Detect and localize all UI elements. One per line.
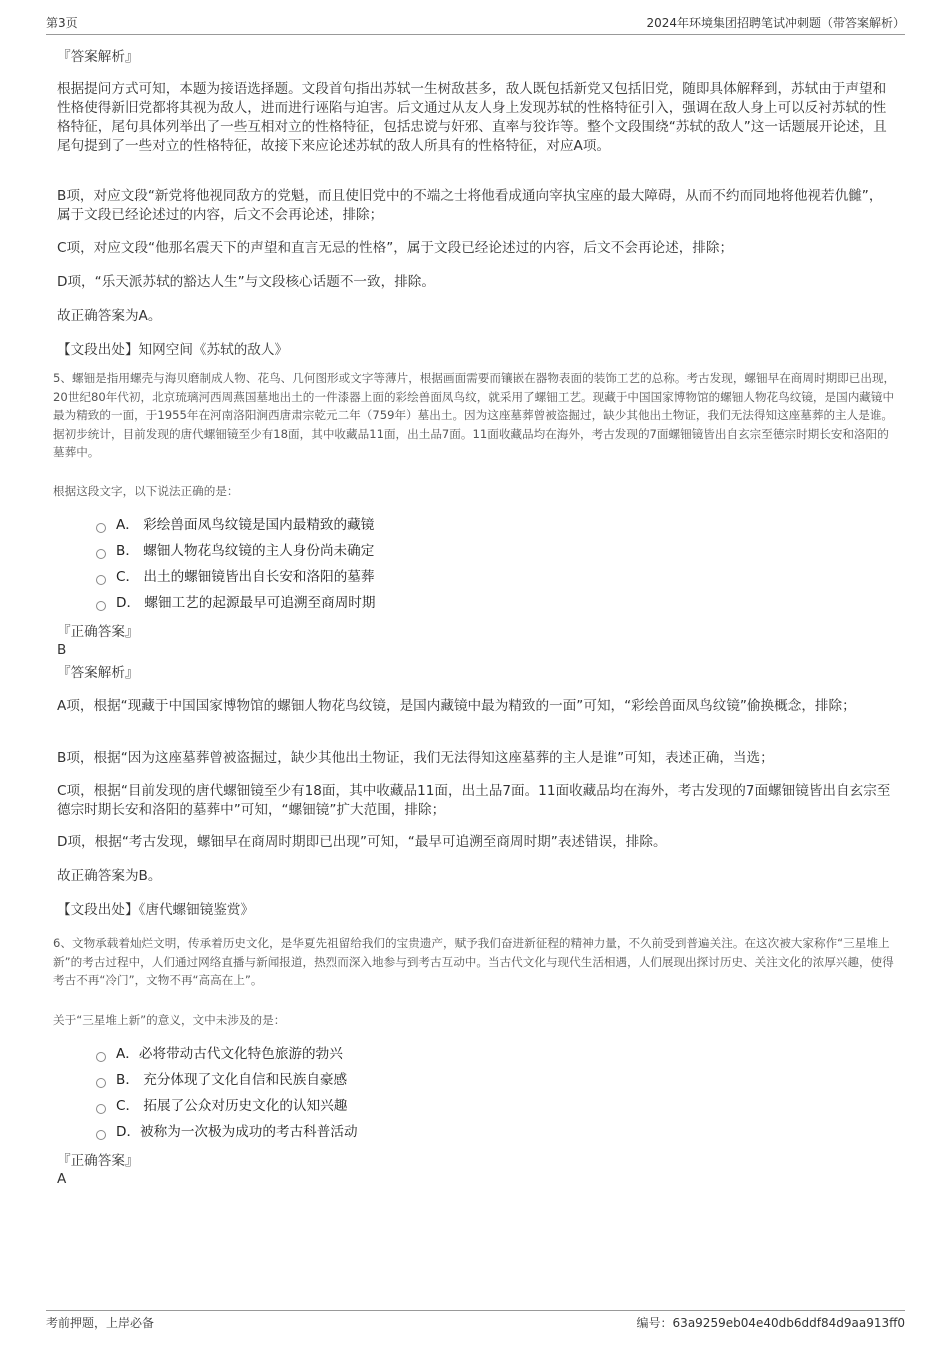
radio-icon[interactable] bbox=[96, 1130, 106, 1140]
page-number: 第3页 bbox=[46, 16, 78, 30]
analysis-paragraph: D项，“乐天派苏轼的豁达人生”与文段核心话题不一致，排除。 bbox=[57, 274, 435, 290]
radio-icon[interactable] bbox=[96, 523, 106, 533]
option-d[interactable] bbox=[96, 594, 375, 613]
option-d[interactable] bbox=[96, 1123, 358, 1142]
option-label: B． 充分体现了文化自信和民族自豪感 bbox=[116, 1072, 348, 1088]
analysis-label: 『答案解析』 bbox=[57, 49, 139, 65]
option-c[interactable] bbox=[96, 1097, 347, 1116]
option-label: C． 拓展了公众对历史文化的认知兴趣 bbox=[116, 1098, 348, 1114]
document-title: 2024年环境集团招聘笔试冲刺题（带答案解析） bbox=[646, 16, 905, 30]
correct-answer: B bbox=[57, 642, 67, 658]
option-c[interactable] bbox=[96, 568, 375, 587]
option-label: A．必将带动古代文化特色旅游的勃兴 bbox=[116, 1046, 343, 1062]
radio-icon[interactable] bbox=[96, 601, 106, 611]
analysis-paragraph: B项，对应文段“新党将他视同敌方的党魁，而且使旧党中的不端之士将他看成通向宰执宝座的最大障碍，从而不约而同地将他视若仇雠”，属于文段已经论述过的内容，后文不会再论述，排除； bbox=[57, 188, 883, 223]
footer-slogan: 考前押题，上岸必备 bbox=[46, 1316, 155, 1330]
question-stem: 5、螺钿是指用螺壳与海贝磨制成人物、花鸟、几何图形或文字等薄片，根据画面需要而镶嵌在器物表面的装饰工艺的总称。考古发现，螺钿早在商周时期即已出现，20世纪80年代初，北京琉璃河西周燕国墓地出土的一件漆器上面的彩绘兽面凤鸟纹，就采用了螺钿工艺。现藏于中国国家博物馆的螺钿人物花鸟纹镜，是国内藏镜中最为精致的一面，于1955年在河南洛阳涧西唐肃宗乾元二年（759年）墓出土。因为这座墓葬曾被盗掘过，缺少其他出土物证，我们无法得知这座墓葬的主人是谁。据初步统计，目前发现的唐代螺钿镜至少有18面，其中收藏品11面，出土品7面。11面收藏品均在海外，考古发现的7面螺钿镜皆出自玄宗至德宗时期长安和洛阳的墓葬中。 bbox=[53, 371, 896, 459]
option-label: D． 螺钿工艺的起源最早可追溯至商周时期 bbox=[116, 595, 376, 611]
analysis-paragraph: D项，根据“考古发现，螺钿早在商周时期即已出现”可知，“最早可追溯至商周时期”表述错误，排除。 bbox=[57, 834, 667, 850]
document-id: 编号：63a9259eb04e40db6ddf84d9aa913ff0 bbox=[636, 1316, 905, 1330]
correct-answer-label: 『正确答案』 bbox=[57, 1153, 139, 1169]
option-label: B． 螺钿人物花鸟纹镜的主人身份尚未确定 bbox=[116, 543, 375, 559]
radio-icon[interactable] bbox=[96, 575, 106, 585]
radio-icon[interactable] bbox=[96, 1052, 106, 1062]
option-a[interactable] bbox=[96, 1045, 343, 1064]
option-b[interactable] bbox=[96, 542, 374, 561]
analysis-label: 『答案解析』 bbox=[57, 665, 139, 681]
option-label: A． 彩绘兽面凤鸟纹镜是国内最精致的藏镜 bbox=[116, 517, 375, 533]
radio-icon[interactable] bbox=[96, 1078, 106, 1088]
radio-icon[interactable] bbox=[96, 549, 106, 559]
analysis-paragraph: C项，对应文段“他那名震天下的声望和直言无忌的性格”，属于文段已经论述过的内容，后文不会再论述，排除； bbox=[57, 240, 734, 256]
analysis-paragraph: B项，根据“因为这座墓葬曾被盗掘过，缺少其他出土物证，我们无法得知这座墓葬的主人是谁”可知，表述正确，当选； bbox=[57, 750, 774, 766]
source-citation: 【文段出处】《唐代螺钿镜鉴赏》 bbox=[57, 902, 255, 918]
question-stem: 6、文物承载着灿烂文明，传承着历史文化，是华夏先祖留给我们的宝贵遗产，赋予我们奋进新征程的精神力量，不久前受到普遍关注。在这次被大家称作“三星堆上新”的考古过程中，人们通过网络直播与新闻报道，热烈而深入地参与到考古互动中。当古代文化与现代生活相遇，人们展现出探讨历史、关注文化的浓厚兴趣，使得考古不再“冷门”，文物不再“高高在上”。 bbox=[53, 936, 894, 987]
radio-icon[interactable] bbox=[96, 1104, 106, 1114]
question-prompt: 关于“三星堆上新”的意义，文中未涉及的是： bbox=[53, 1013, 286, 1027]
correct-answer: A bbox=[57, 1171, 67, 1187]
option-label: C． 出土的螺钿镜皆出自长安和洛阳的墓葬 bbox=[116, 569, 375, 585]
question-prompt: 根据这段文字，以下说法正确的是： bbox=[53, 484, 239, 498]
page-footer bbox=[46, 1310, 905, 1330]
page-header bbox=[46, 14, 905, 35]
option-b[interactable] bbox=[96, 1071, 347, 1090]
answer-conclusion: 故正确答案为B。 bbox=[57, 868, 162, 884]
source-citation: 【文段出处】知网空间《苏轼的敌人》 bbox=[57, 342, 289, 358]
analysis-paragraph: 根据提问方式可知，本题为接语选择题。文段首句指出苏轼一生树敌甚多，敌人既包括新党又包括旧党，随即具体解释到，苏轼由于声望和性格使得新旧党都将其视为敌人，进而进行诬陷与迫害。后文通过从友人身上发现苏轼的性格特征引入，强调在敌人身上可以反衬苏轼的性格特征，尾句具体列举出了一些互相对立的性格特征，包括忠谠与奸邪、直率与狡诈等。整个文段围绕“苏轼的敌人”这一话题展开论述，且尾句提到了一些对立的性格特征，故接下来应论述苏轼的敌人所具有的性格特征，对应A项。 bbox=[57, 81, 887, 154]
option-label: D．被称为一次极为成功的考古科普活动 bbox=[116, 1124, 358, 1140]
option-a[interactable] bbox=[96, 516, 374, 535]
correct-answer-label: 『正确答案』 bbox=[57, 624, 139, 640]
analysis-paragraph: C项，根据“目前发现的唐代螺钿镜至少有18面，其中收藏品11面，出土品7面。11面收藏品均在海外，考古发现的7面螺钿镜皆出自玄宗至德宗时期长安和洛阳的墓葬中”可知，“螺钿镜”扩大范围，排除； bbox=[57, 783, 891, 818]
answer-conclusion: 故正确答案为A。 bbox=[57, 308, 162, 324]
analysis-paragraph: A项，根据“现藏于中国国家博物馆的螺钿人物花鸟纹镜，是国内藏镜中最为精致的一面”可知，“彩绘兽面凤鸟纹镜”偷换概念，排除； bbox=[57, 698, 856, 714]
